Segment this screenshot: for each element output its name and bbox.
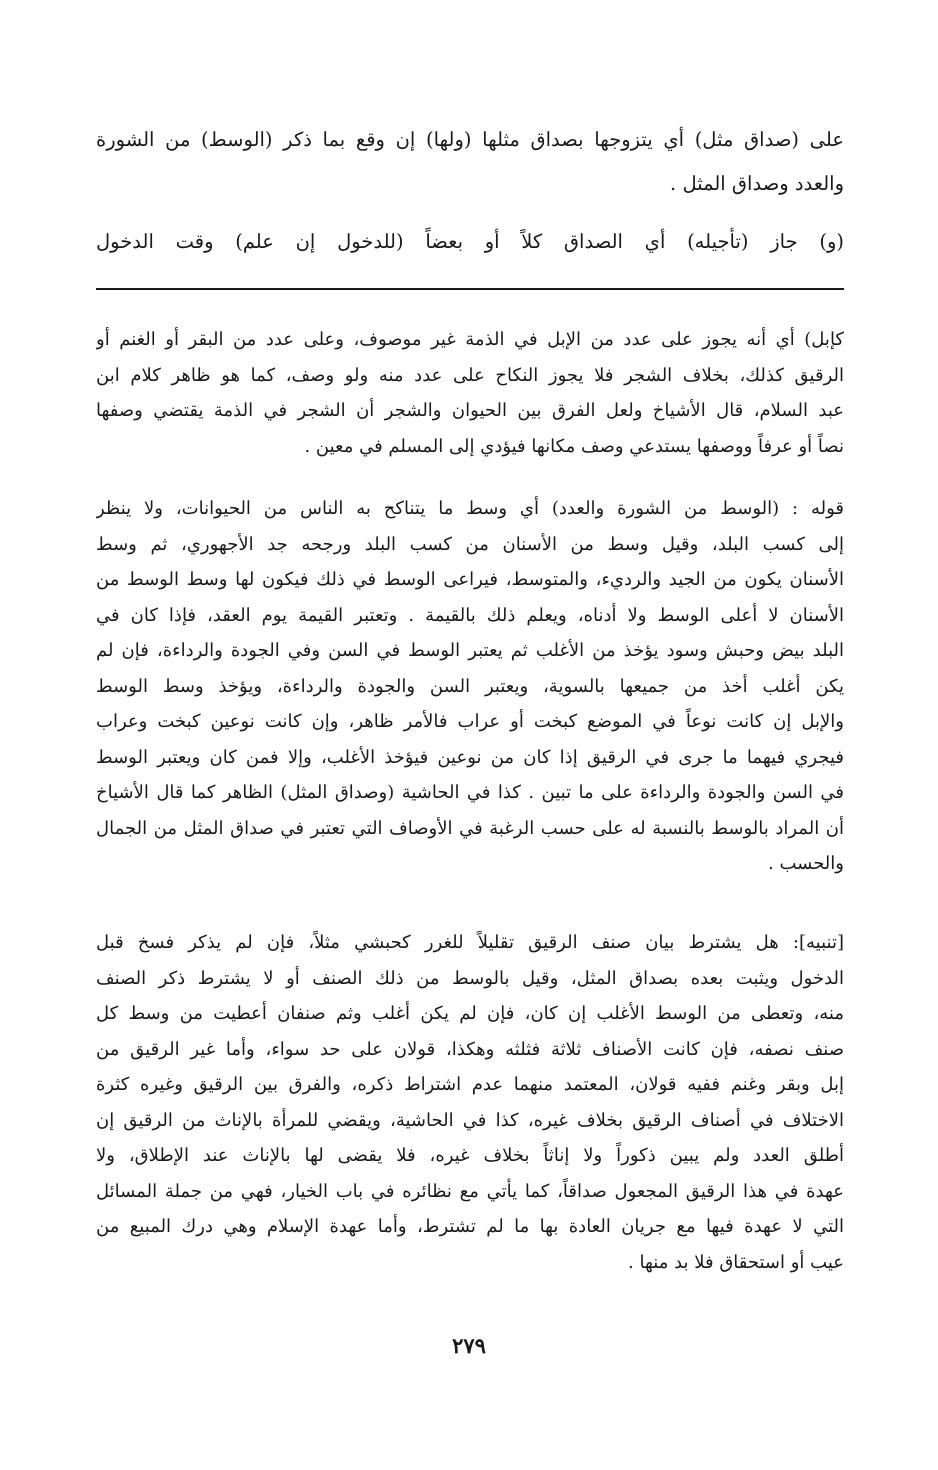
footnote-line: صنف نصفه، فإن كانت الأصناف ثلاثة فثلثه وهكذا، قولان على حد سواء، وأما غير الرقيق من (96, 1038, 844, 1060)
footnote-line: في السن والجودة والرداءة على ما تبين . كذا في الحاشية (وصداق المثل) الظاهر كما قال الأشياخ (96, 782, 844, 803)
footnote-line: فيجري فيهما ما جرى في الرقيق إذا كان من نوعين فيؤخذ الأغلب، وإلا فمن كان ويعتبر الوسط (96, 746, 844, 768)
footnote-line: يكن أغلب أخذ من جميعها بالسوية، ويعتبر السن والجودة والرداءة، ويؤخذ وسط الوسط (96, 675, 844, 697)
main-paragraph-2 (96, 220, 844, 264)
footnote-line: الرقيق كذلك، بخلاف الشجر فلا يجوز النكاح على عدد منه ولو وصف، كما هو ظاهر كلام ابن (96, 364, 844, 386)
footnote-line: عيب أو استحقاق فلا بد منها . (628, 1251, 844, 1273)
footnote-line: منه، وتعطى من الوسط الأغلب إن كان، فإن لم يكن أغلب وثم صنفان أعطيت من وسط كل (96, 1003, 844, 1024)
footnote-line: الاختلاف في أصناف الرقيق بخلاف غيره، كذا في الحاشية، ويقضي للمرأة بالإناث من الرقيق إن (96, 1109, 844, 1131)
footnote-line: الأسنان لا أعلى الوسط ولا أدناه، ويعلم ذلك بالقيمة . وتعتبر القيمة يوم العقد، فإذا كان في (96, 604, 844, 626)
footnote-line: والحسب . (768, 853, 844, 874)
footnote-line: أن المراد بالوسط بالنسبة له على حسب الرغبة في الأوصاف التي تعتبر في صداق المثل من الجمال (96, 817, 844, 839)
main-line: والعدد وصداق المثل . (670, 172, 844, 195)
footnote-line: البلد بيض وحبش وسود يؤخذ من الأغلب ثم يعتبر الوسط في السن وفي الجودة والرداءة، فإن لم (96, 640, 844, 661)
footnote-line: عهدة في هذا الرقيق المجعول صداقاً، كما يأتي مع نظائره في باب الخيار، فهي من جملة المسائل (96, 1180, 844, 1202)
main-line: على (صداق مثل) أي يتزوجها بصداق مثلها (ولها) إن وقع بما ذكر (الوسط) من الشورة (96, 128, 844, 151)
footnote-line: [تنبيه]: هل يشترط بيان صنف الرقيق تقليلاً للغرر كحبشي مثلاً، فإن لم يذكر فسخ قبل (96, 932, 844, 953)
footnote-line: كإبل) أي أنه يجوز على عدد من الإبل في الذمة غير موصوف، وعلى عدد من البقر أو الغنم أو (96, 329, 844, 350)
footnote-line: الأسنان يكون من الجيد والرديء، والمتوسط، فيراعى الوسط في ذلك فيكون لها وسط الوسط من (96, 569, 844, 590)
footnote-line: عبد السلام، قال الأشياخ ولعل الفرق بين الحيوان والشجر أن الشجر في الذمة يقتضي وصفها (96, 400, 844, 421)
footnote-line: الدخول ويثبت بعده بصداق المثل، وقيل بالوسط من ذلك الصنف أو لا يشترط ذكر الصنف (96, 967, 844, 989)
footnote-paragraph-1 (96, 322, 844, 464)
footnote-line: والإبل إن كانت نوعاً في الموضع كبخت أو عراب فالأمر ظاهر، وإن كانت نوعين كبخت وعراب (96, 711, 844, 732)
footnote-line: إبل وبقر وغنم ففيه قولان، المعتمد منهما عدم اشتراط ذكره، والفرق بين الرقيق وغيره كثرة (96, 1074, 844, 1095)
footnote-line: إلى كسب البلد، وقيل وسط من الأسنان من كسب البلد ورجحه جد الأجهوري، ثم وسط (96, 533, 844, 555)
main-paragraph-1 (96, 118, 844, 206)
footnote-line: نصاً أو عرفاً ووصفها يستدعي وصف مكانها فيؤدي إلى المسلم في معين . (304, 435, 844, 457)
footnote-line: أطلق العدد ولم يبين ذكوراً ولا إناثاً بخلاف غيره، فلا يقضى لها بالإناث عند الإطلاق، ولا (96, 1145, 844, 1166)
main-line: (و) جاز (تأجيله) أي الصداق كلاً أو بعضاً (للدخول إن علم) وقت الدخول (96, 230, 844, 253)
footnote-line: التي لا عهدة فيها مع جريان العادة بها ما لم تشترط، وأما عهدة الإسلام وهي درك المبيع من (96, 1216, 844, 1237)
footnote-separator (96, 288, 844, 290)
footnote-paragraph-2 (96, 491, 844, 882)
footnote-line: قوله : (الوسط من الشورة والعدد) أي وسط ما يتناكح به الناس من الحيوانات، ولا ينظر (96, 498, 844, 519)
page-number: ٢٧٩ (452, 1333, 486, 1358)
footnote-paragraph-3 (96, 925, 844, 1280)
